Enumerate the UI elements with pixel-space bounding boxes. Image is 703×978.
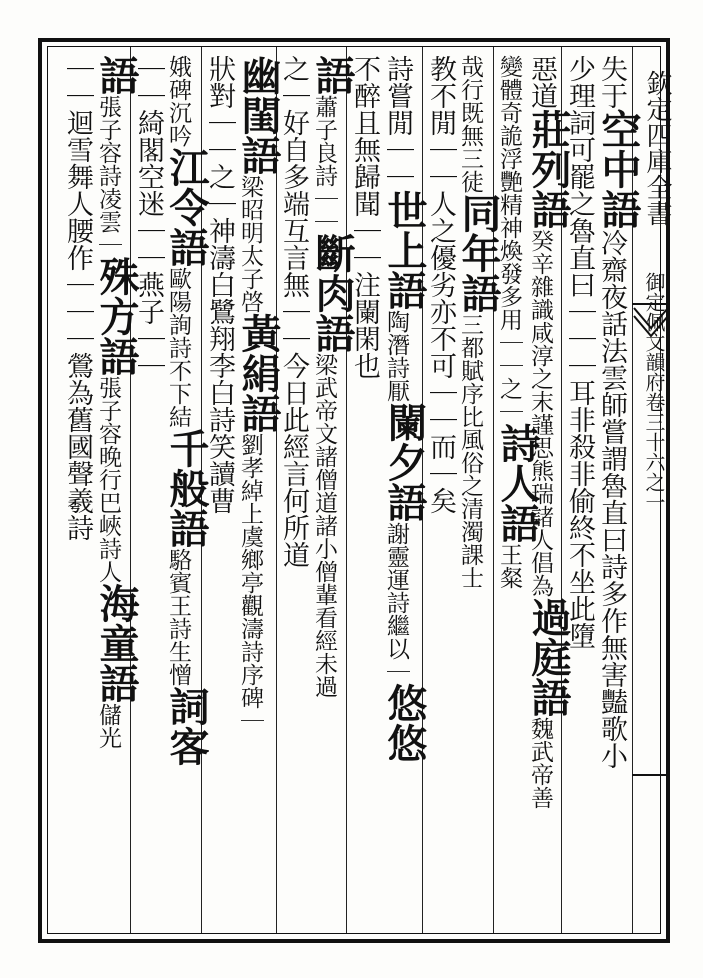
- entry-headword: 詞客: [163, 686, 210, 766]
- entry-headword: 過庭語: [525, 597, 572, 717]
- entry-headword: 悠悠: [381, 683, 428, 763]
- entry-text: 神濤白鷺翔李白詩笑讀曹: [204, 217, 235, 514]
- entry-headword: 世上語: [381, 190, 428, 310]
- entry-headword: 語: [309, 55, 356, 95]
- entry-text: 魏武帝善: [527, 717, 553, 809]
- entry-text: 變體奇詭浮艷精神煥發多用｜｜之｜: [496, 55, 522, 423]
- entry-text: 張子容晚行巴峽詩人: [95, 376, 121, 583]
- entry-text: 詞可罷之魯直曰｜｜｜耳非殺非偷終不坐此墮: [564, 109, 595, 649]
- entry-headword: 同年語: [455, 193, 502, 313]
- entry-text: ｜｜: [133, 55, 164, 109]
- entry-text: 聞｜｜: [349, 190, 380, 271]
- text-column: [93, 55, 140, 749]
- text-column: [309, 55, 356, 698]
- book-title: 欽定四庫全書: [642, 70, 672, 226]
- fishtail-bottom-rule: [632, 771, 670, 791]
- entry-headword: 詩人語: [494, 423, 541, 543]
- text-column: [595, 55, 642, 769]
- entry-text: 劉孝綽上虞鄉亭觀濤詩序碑｜: [237, 433, 263, 732]
- entry-text: 癸辛雜識咸淳之末謹思熊瑞諸人倡為: [527, 229, 553, 597]
- entry-headword: 語: [93, 55, 140, 95]
- entry-text: 儲光: [95, 703, 121, 749]
- margin-heading: [644, 70, 670, 512]
- entry-headword: 幽閨語: [235, 55, 282, 175]
- entry-text: 失于: [596, 55, 627, 109]
- entry-text: 梁昭明太子啓: [237, 175, 263, 313]
- entry-text: 哉行既無三徒: [457, 55, 483, 193]
- entry-text: 駱賓王詩生憎: [165, 548, 191, 686]
- entry-text: 張子容詩凌雲｜: [95, 95, 121, 256]
- entry-text: 陶潛詩厭: [383, 310, 409, 402]
- text-column: [206, 55, 233, 514]
- entry-text: 蕭子良詩｜｜: [311, 95, 337, 233]
- entry-text: 三都賦序比風俗之清濁課士: [457, 313, 483, 589]
- entry-text: ｜｜迴雪舞人腰: [62, 55, 93, 244]
- entry-text: 教不閒｜｜: [425, 55, 456, 190]
- text-column: [381, 55, 428, 763]
- entry-headword: 殊方語: [93, 256, 140, 376]
- entry-text: 之｜好自多端: [278, 55, 309, 217]
- entry-headword: 千般語: [163, 428, 210, 548]
- entry-text: 冷齋夜話法雲師嘗謂魯直曰詩多作無害豔歌小: [596, 229, 627, 769]
- text-column: [64, 55, 91, 541]
- entry-text: 燕子｜｜: [133, 271, 164, 379]
- entry-text: 人之優劣亦不可｜｜而｜矣: [425, 190, 456, 514]
- text-column: [280, 55, 307, 568]
- text-column: [427, 55, 454, 514]
- entry-text: 互言無｜｜今日此經言何所道: [278, 217, 309, 568]
- entry-text: 謝靈運詩繼以｜: [383, 522, 409, 683]
- entry-text: 王粲: [496, 543, 522, 589]
- entry-headword: 江令語: [163, 147, 210, 267]
- entry-text: 惡道: [526, 55, 557, 109]
- volume-label: 御定佩文韻府卷三十六之一: [642, 272, 666, 512]
- entry-text: 狀對｜｜之｜: [204, 55, 235, 217]
- entry-text: 不醉且無歸: [349, 55, 380, 190]
- entry-text: 注闌閑也: [349, 271, 380, 379]
- entry-headword: 闌夕語: [381, 402, 428, 522]
- entry-text: 梁武帝文諸僧道諸小僧輩看經未過: [311, 353, 337, 698]
- entry-headword: 斷肉語: [309, 233, 356, 353]
- entry-text: 羲詩: [62, 487, 93, 541]
- entry-text: 作｜｜｜鶯為舊國聲: [62, 244, 93, 487]
- entry-text: 少理: [564, 55, 595, 109]
- entry-headword: 空中語: [595, 109, 642, 229]
- text-column: [455, 55, 502, 589]
- entry-text: 歐陽詢詩不下結: [165, 267, 191, 428]
- text-column: [235, 55, 282, 732]
- text-column: [163, 55, 210, 766]
- entry-text: 娥碑沉吟: [165, 55, 191, 147]
- entry-headword: 莊列語: [525, 109, 572, 229]
- entry-text: 詩嘗閒｜｜: [382, 55, 413, 190]
- entry-headword: 黃絹語: [235, 313, 282, 433]
- entry-headword: 海童語: [93, 583, 140, 703]
- entry-text: 綺閣空迷｜｜: [133, 109, 164, 271]
